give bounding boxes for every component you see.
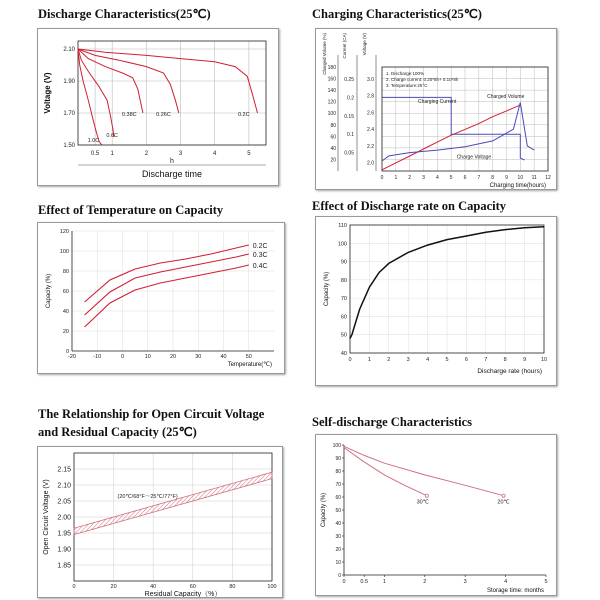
self-discharge-chart (316, 435, 556, 595)
series-line-charge-voltage (382, 102, 534, 161)
y-axis-label: Capacity (%) (324, 271, 330, 307)
series-label-0_3C: 0.3C (252, 252, 268, 259)
y-tick-label: 90 (335, 456, 341, 462)
y1-tick-label: 100 (327, 111, 336, 118)
y-tick-label: 1.50 (63, 143, 75, 149)
y1-tick-label: 60 (330, 134, 336, 141)
x-tick-label: 50 (245, 354, 252, 360)
series-end-marker-30c (425, 494, 428, 497)
x-tick-label: 40 (220, 354, 227, 360)
series-label: Charged Volume (487, 94, 525, 101)
x-tick-label: 2 (408, 175, 412, 181)
legend-line: 3. Temperature:25°C (386, 83, 428, 88)
y1-tick-label: 180 (327, 65, 336, 71)
ocv-band (74, 472, 272, 534)
x-tick-label: 1 (394, 175, 398, 181)
x-tick-label: 4 (213, 151, 217, 157)
x-tick-label: 5 (449, 175, 453, 181)
x-tick-label: 0 (342, 579, 346, 585)
x-tick-label: -10 (93, 354, 102, 360)
x-tick-label: 7 (477, 175, 481, 181)
x-tick-label: 100 (267, 584, 277, 590)
charging-chart (316, 29, 556, 189)
series-label: 0.26C (156, 112, 171, 119)
y-tick-label: 50 (335, 508, 341, 514)
series-end-marker-20c (502, 494, 505, 497)
y1-tick-label: 160 (327, 76, 336, 83)
y-tick-label: 60 (62, 289, 69, 295)
x-tick-label: 3 (463, 579, 467, 585)
y-tick-label: 100 (59, 249, 69, 255)
series-label: 30℃ (416, 499, 429, 506)
x-tick-label: 5 (247, 151, 251, 157)
series-label: 20℃ (497, 499, 510, 506)
y-tick-label: 0 (65, 349, 69, 355)
discharge-chart (38, 29, 278, 185)
y-tick-label: 70 (335, 482, 341, 488)
y-tick-label: 40 (340, 351, 347, 357)
y-tick-label: 30 (335, 534, 341, 540)
y-axis-label: Capacity (%) (321, 492, 327, 528)
x-tick-label: 0 (380, 175, 384, 181)
x-tick-label: 8 (491, 175, 495, 181)
temperature-chart (38, 223, 284, 373)
series-label: Charging Current (417, 98, 457, 105)
ocv-chart (38, 447, 282, 597)
y-tick-label: 120 (59, 229, 69, 235)
x-axis-label: Temperature(℃) (227, 362, 272, 368)
x-tick-label: 3 (178, 151, 183, 157)
x-axis-label: Storage time: months (486, 588, 544, 594)
y-tick-label: 2.05 (57, 498, 71, 506)
series-label: 1.0C (87, 137, 100, 144)
x-axis-label: Residual Capacity（%） (144, 591, 222, 597)
x-tick-label: 60 (189, 584, 196, 590)
y-tick-label: 2.10 (63, 47, 75, 53)
y-tick-label: 2.15 (57, 466, 71, 474)
chart-panel-ocv (37, 446, 283, 598)
x-tick-label: 1 (110, 151, 114, 157)
x-tick-label: 0 (72, 584, 76, 590)
y-tick-label: 1.85 (57, 562, 71, 570)
y-tick-label: 1.95 (57, 530, 71, 538)
x-tick-label: 20 (169, 354, 177, 360)
x-tick-label: 9 (523, 357, 527, 363)
y-tick-label: 60 (340, 314, 347, 321)
y-tick-label: 1.90 (57, 546, 71, 554)
y1-tick-label: 140 (327, 88, 336, 95)
x-tick-label: 2 (423, 579, 427, 585)
plot-frame (78, 41, 266, 145)
chart-title-ocv-line1: The Relationship for Open Circuit Voltage (38, 407, 265, 421)
x-axis-label: Charging time(hours) (489, 183, 546, 189)
x-tick-label: 3 (422, 175, 425, 181)
series-line-charging-current (382, 97, 525, 160)
x-tick-label: 0.5 (360, 579, 369, 585)
series-line-0_3C (85, 254, 249, 315)
x-tick-label: 9 (505, 175, 508, 181)
legend-line: 2. Charge current: 0.20*8h+ 0.10*8h (386, 77, 459, 82)
x-tick-label: 0 (120, 354, 125, 360)
y1-tick-label: 20 (330, 157, 336, 164)
chart-panel-self-discharge (315, 434, 557, 596)
y-tick-label: 50 (340, 332, 347, 339)
y-tick-label: 20 (62, 329, 69, 335)
chart-title-charging: Charging Characteristics(25℃) (312, 7, 482, 21)
y2-tick-label: 0.05 (344, 150, 354, 157)
x-axis-label: Discharge rate (hours) (477, 368, 542, 375)
y2-tick-label: 0.1 (347, 132, 354, 139)
series-label: 0.38C (121, 112, 137, 119)
y-tick-label: 100 (337, 241, 347, 248)
y-tick-label: 70 (340, 296, 347, 303)
y2-tick-label: 0.25 (344, 77, 354, 83)
x-tick-label: 5 (544, 579, 548, 585)
series-label: Charge Voltage (456, 154, 492, 161)
chart-title-self-discharge: Self-discharge Characteristics (312, 415, 473, 429)
x-tick-label: 4 (435, 175, 439, 181)
x-tick-label: 11 (531, 175, 537, 181)
x-unit-label: h (170, 158, 174, 165)
y2-tick-label: 0.2 (347, 95, 354, 102)
chart-panel-discharge (37, 28, 279, 186)
y-tick-label: 40 (62, 309, 69, 315)
x-tick-label: 4 (426, 357, 430, 363)
x-tick-label: 5 (445, 357, 449, 363)
y-tick-label: 10 (335, 560, 341, 566)
x-tick-label: -20 (68, 354, 76, 360)
discharge-rate-chart (316, 217, 556, 385)
x-tick-label: 0.5 (90, 151, 100, 157)
y-axis-label: Capacity (%) (46, 273, 52, 309)
chart-title-ocv-line2: and Residual Capacity (25℃) (38, 425, 197, 439)
x-tick-label: 10 (144, 354, 151, 360)
x-tick-label: 1 (367, 357, 371, 363)
y-tick-label: 80 (340, 277, 347, 284)
y-tick-label: 2.10 (57, 482, 71, 490)
x-tick-label: 3 (406, 357, 410, 363)
y-tick-label: 80 (335, 469, 341, 475)
series-label-0_4C: 0.4C (252, 263, 268, 270)
y-axis-label: Open Circuit Voltage (V) (43, 479, 50, 555)
x-tick-label: 2 (387, 357, 391, 363)
x-tick-label: 80 (229, 584, 236, 590)
chart-title-temperature: Effect of Temperature on Capacity (38, 203, 224, 217)
x-axis-label: Discharge time (141, 169, 203, 179)
x-tick-label: 1 (382, 579, 386, 585)
series-line-0_2C (85, 245, 249, 302)
y-axis-label-3: Voltage (V) (362, 33, 367, 56)
series-line-0_4C (85, 265, 249, 327)
y-axis-label: Voltage (V) (43, 72, 52, 114)
y1-tick-label: 80 (330, 122, 336, 129)
y-tick-label: 100 (332, 443, 341, 449)
y-tick-label: 2.00 (57, 514, 71, 522)
series-line-20c (344, 446, 504, 495)
y3-tick-label: 2.6 (367, 110, 374, 117)
y-tick-label: 80 (62, 269, 69, 275)
y-tick-label: 1.70 (63, 111, 75, 117)
y3-tick-label: 2.2 (367, 143, 374, 150)
x-tick-label: 6 (463, 175, 467, 181)
y-tick-label: 60 (335, 495, 341, 501)
chart-title-discharge: Discharge Characteristics(25℃) (38, 7, 211, 21)
series-label-0_2C: 0.2C (252, 243, 268, 250)
y-tick-label: 110 (338, 223, 347, 229)
y-tick-label: 90 (340, 259, 347, 266)
series-label: 0.6C (106, 133, 118, 139)
x-tick-label: 6 (464, 357, 468, 363)
chart-panel-discharge-rate (315, 216, 557, 386)
y3-tick-label: 2.4 (367, 127, 374, 134)
y1-tick-label: 40 (330, 145, 336, 152)
chart-title-discharge-rate: Effect of Discharge rate on Capacity (312, 199, 507, 213)
band-label: (20℃/68°F～25℃/77°F) (117, 493, 178, 500)
y3-tick-label: 2.8 (367, 93, 374, 100)
y-tick-label: 0 (338, 573, 341, 579)
x-tick-label: 8 (503, 357, 507, 363)
y2-tick-label: 0.15 (344, 113, 354, 120)
y1-tick-label: 120 (327, 99, 336, 106)
x-tick-label: 2 (144, 151, 149, 157)
x-tick-label: 20 (110, 584, 117, 590)
x-tick-label: 12 (545, 175, 551, 181)
x-tick-label: 40 (150, 584, 157, 590)
y-tick-label: 1.90 (63, 79, 75, 85)
y-tick-label: 20 (335, 547, 341, 553)
y3-tick-label: 2.0 (367, 160, 374, 167)
y-tick-label: 40 (335, 521, 341, 527)
y-axis-label-2: Current (CA) (342, 33, 347, 59)
x-tick-label: 10 (517, 175, 524, 181)
chart-panel-temperature (37, 222, 285, 374)
y3-tick-label: 3.0 (367, 77, 374, 83)
y-axis-label-1: Charged Volume (%) (322, 33, 327, 75)
series-label: 0.2C (237, 112, 250, 119)
x-tick-label: 4 (504, 579, 508, 585)
x-tick-label: 10 (540, 357, 548, 363)
x-tick-label: 7 (484, 357, 488, 363)
x-tick-label: 30 (195, 354, 202, 360)
x-tick-label: 0 (348, 357, 352, 363)
legend-line: 1. Discharge:100% (386, 71, 425, 76)
chart-panel-charging (315, 28, 557, 190)
